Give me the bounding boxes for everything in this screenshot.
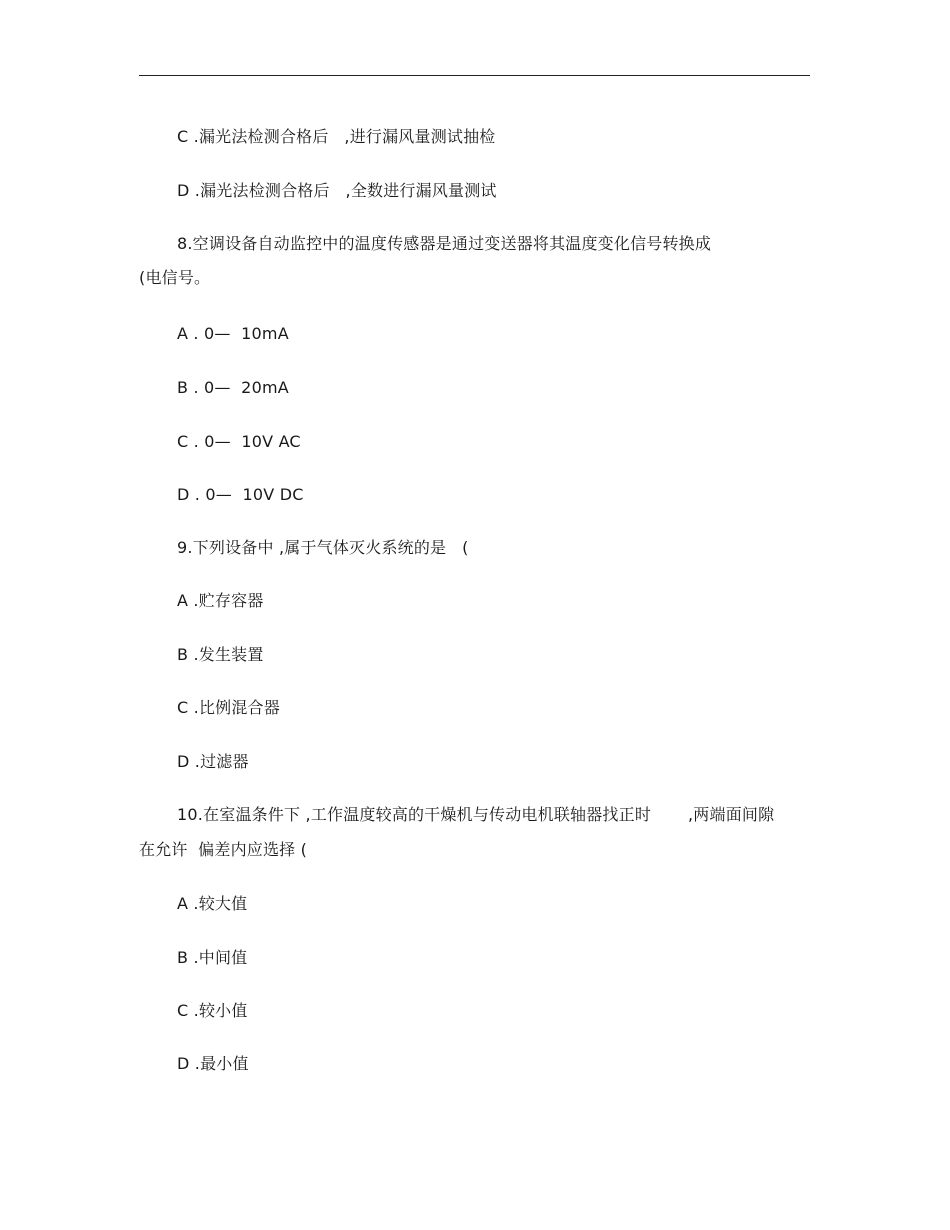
question-10-line-1: 10.在室温条件下 ,工作温度较高的干燥机与传动电机联轴器找正时 ,两端面间隙 xyxy=(177,805,775,824)
header-rule xyxy=(139,75,810,76)
option-8a: A . 0— 10mA xyxy=(177,324,289,343)
question-10-line-2: 在允许 偏差内应选择 ( xyxy=(139,840,308,859)
option-7d: D .漏光法检测合格后 ,全数进行漏风量测试 xyxy=(177,181,497,200)
question-8-line-2: (电信号。 xyxy=(139,268,211,287)
question-8-line-1: 8.空调设备自动监控中的温度传感器是通过变送器将其温度变化信号转换成 xyxy=(177,234,712,253)
option-10d: D .最小值 xyxy=(177,1054,249,1073)
option-8c: C . 0— 10V AC xyxy=(177,432,301,451)
option-8b: B . 0— 20mA xyxy=(177,378,289,397)
option-10b: B .中间值 xyxy=(177,948,248,967)
question-9: 9.下列设备中 ,属于气体灭火系统的是 ( xyxy=(177,538,469,557)
option-7c: C .漏光法检测合格后 ,进行漏风量测试抽检 xyxy=(177,127,496,146)
option-9b: B .发生装置 xyxy=(177,645,264,664)
option-9a: A .贮存容器 xyxy=(177,591,264,610)
option-9d: D .过滤器 xyxy=(177,752,249,771)
option-8d: D . 0— 10V DC xyxy=(177,485,304,504)
option-9c: C .比例混合器 xyxy=(177,698,280,717)
option-10a: A .较大值 xyxy=(177,894,248,913)
option-10c: C .较小值 xyxy=(177,1001,248,1020)
